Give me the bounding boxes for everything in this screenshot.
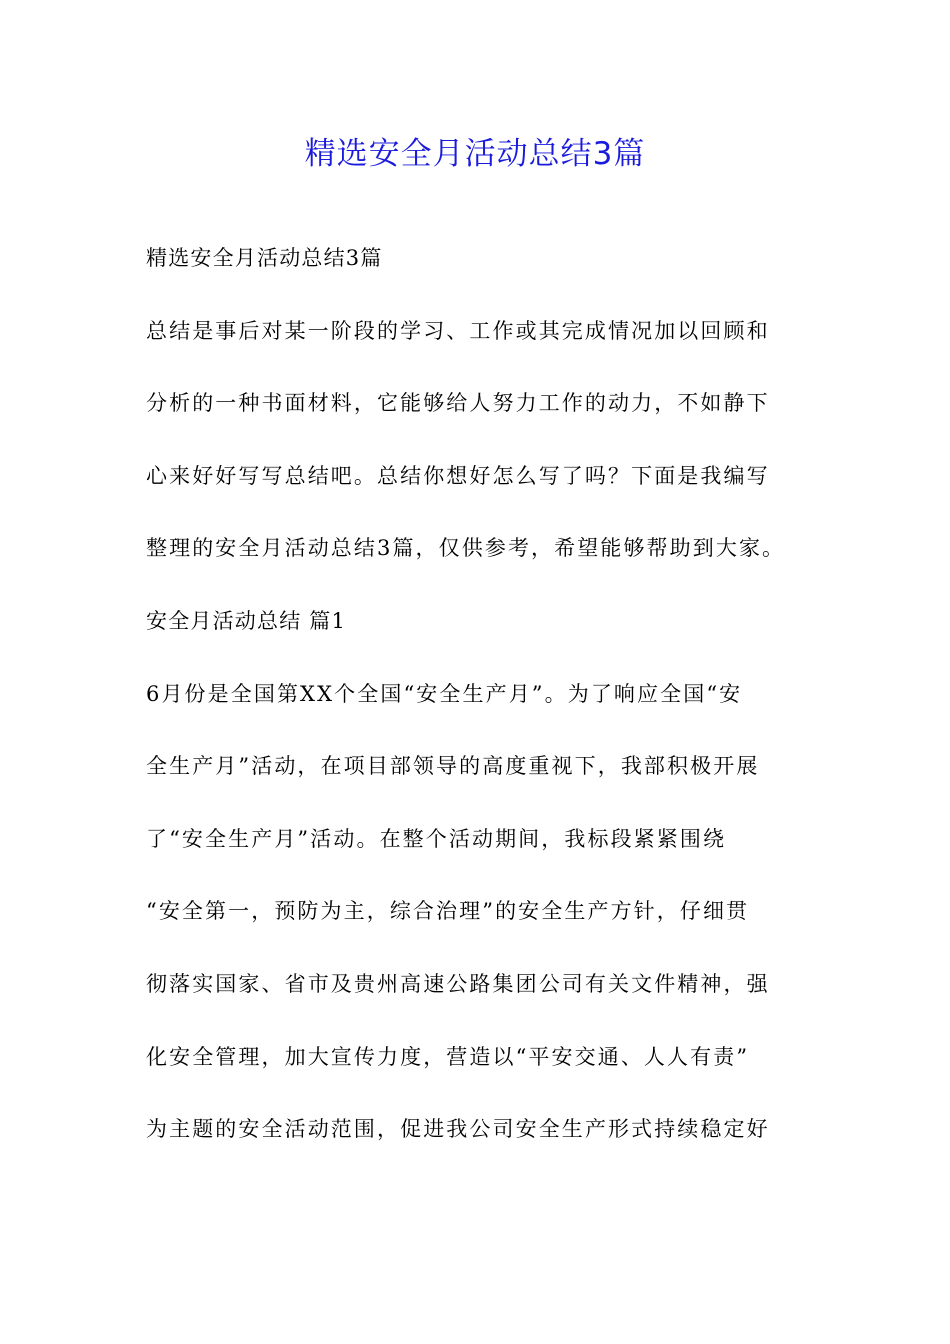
paragraph-line: 全生产月”活动，在项目部领导的高度重视下，我部积极开展 bbox=[146, 754, 760, 779]
paragraph-line: 6月份是全国第XX个全国“安全生产月”。为了响应全国“安 bbox=[146, 681, 743, 706]
paragraph-line: 分析的一种书面材料，它能够给人努力工作的动力，不如静下 bbox=[146, 391, 770, 416]
subtitle-line: 精选安全月活动总结3篇 bbox=[146, 246, 383, 270]
paragraph-line: 心来好好写写总结吧。总结你想好怎么写了吗？下面是我编写 bbox=[146, 463, 770, 488]
paragraph-line: 整理的安全月活动总结3篇，仅供参考，希望能够帮助到大家。 bbox=[146, 536, 786, 561]
paragraph-line: “安全第一，预防为主，综合治理”的安全生产方针，仔细贯 bbox=[146, 899, 750, 924]
paragraph-line: 化安全管理，加大宣传力度，营造以“平安交通、人人有责” bbox=[146, 1044, 750, 1069]
document-body bbox=[146, 238, 806, 1182]
section-heading: 安全月活动总结 篇1 bbox=[146, 608, 347, 633]
paragraph-line: 了“安全生产月”活动。在整个活动期间，我标段紧紧围绕 bbox=[146, 826, 727, 851]
paragraph-line: 为主题的安全活动范围，促进我公司安全生产形式持续稳定好 bbox=[146, 1117, 770, 1142]
paragraph-line: 总结是事后对某一阶段的学习、工作或其完成情况加以回顾和 bbox=[146, 318, 770, 343]
paragraph-line: 彻落实国家、省市及贵州高速公路集团公司有关文件精神，强 bbox=[146, 971, 770, 996]
document-title: 精选安全月活动总结3篇 bbox=[304, 136, 646, 172]
